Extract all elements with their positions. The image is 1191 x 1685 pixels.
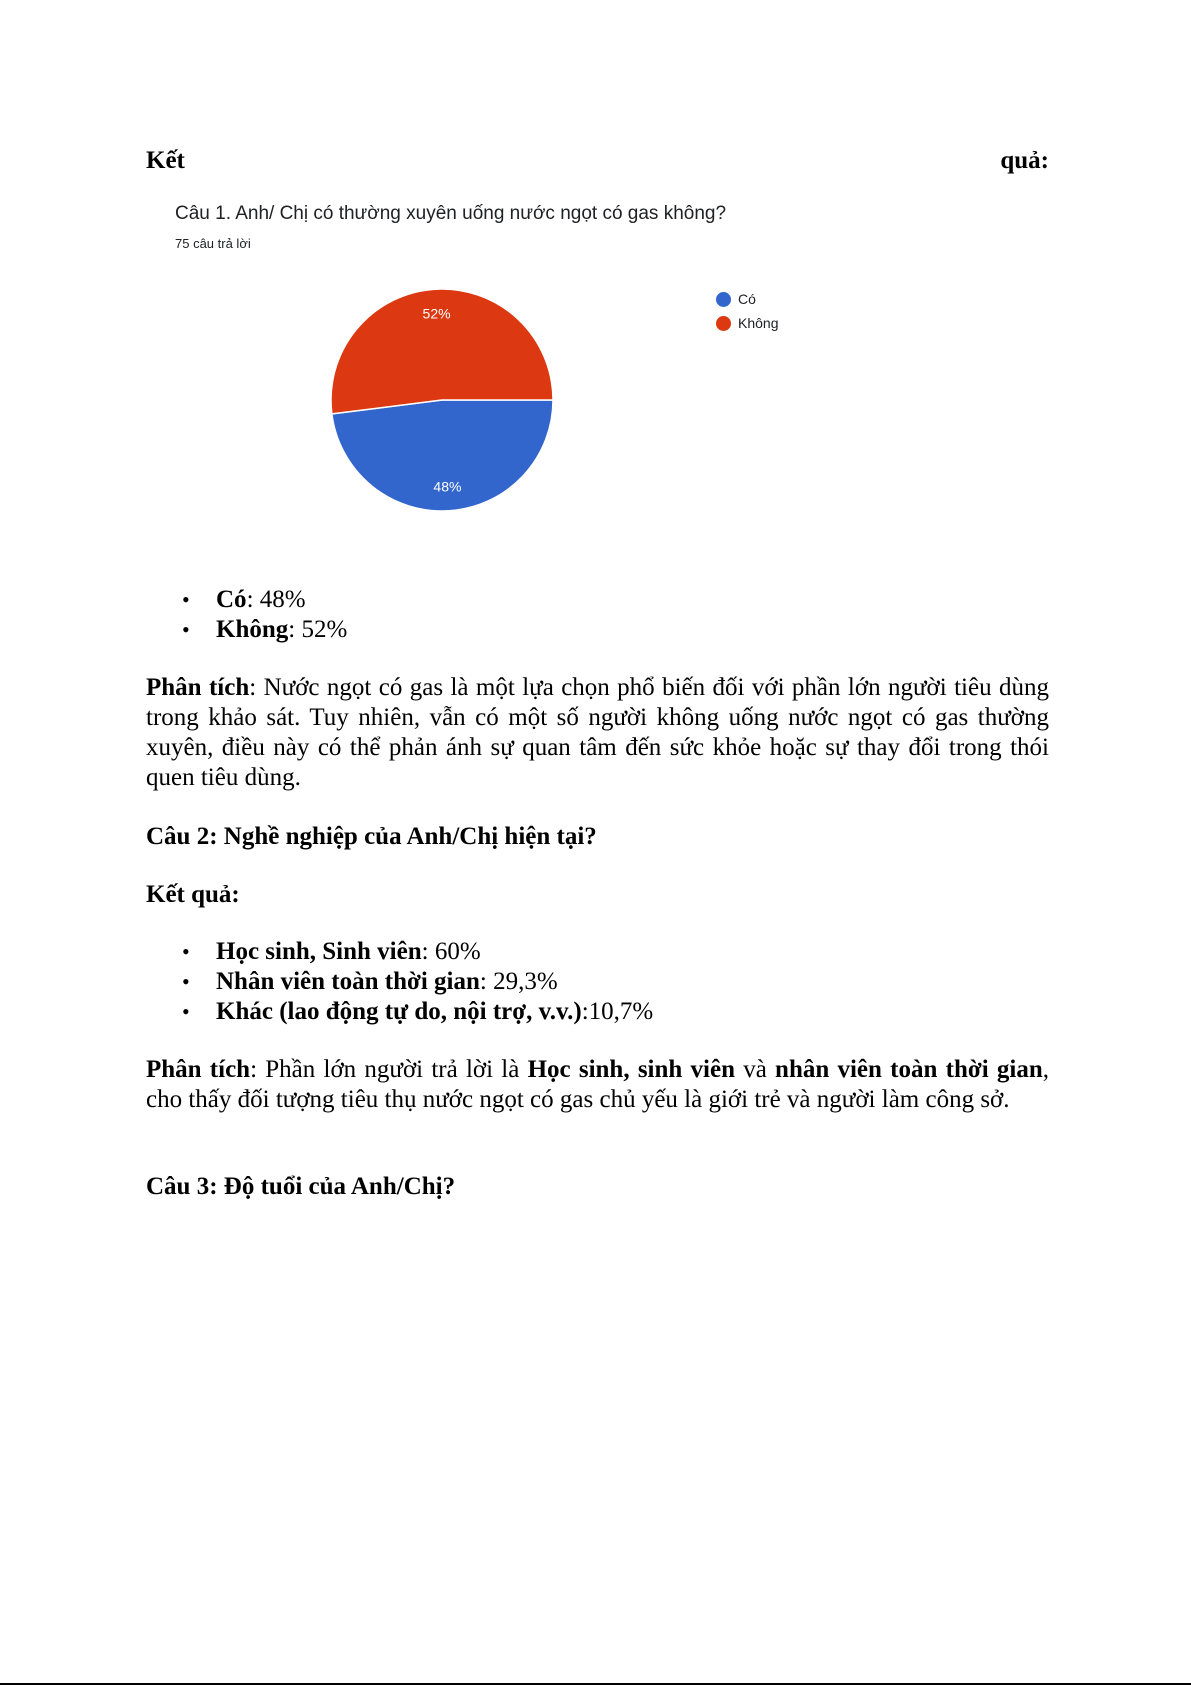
q2-analysis: Phân tích: Phần lớn người trả lời là Học sinh, sinh viên và nhân viên toàn thời gian, cho thấy đối tượng tiêu thụ nước ngọt có gas chủ yếu là giới trẻ và người làm công sở. bbox=[146, 1056, 1049, 1113]
legend-label-khong: Không bbox=[738, 315, 779, 331]
list-item: • Không: 52% bbox=[216, 615, 347, 645]
list-item: • Học sinh, Sinh viên: 60% bbox=[216, 937, 653, 967]
pie-chart bbox=[320, 270, 580, 530]
list-item: • Có: 48% bbox=[216, 585, 347, 615]
legend-label-co: Có bbox=[738, 291, 756, 307]
legend-swatch-co bbox=[716, 292, 731, 307]
q3-heading: Câu 3: Độ tuổi của Anh/Chị? bbox=[146, 1173, 456, 1200]
q2-heading: Câu 2: Nghề nghiệp của Anh/Chị hiện tại? bbox=[146, 823, 597, 850]
result-heading-right: quả: bbox=[1000, 147, 1049, 174]
q1-analysis: Phân tích: Nước ngọt có gas là một lựa chọn phổ biến đối với phần lớn người tiêu dùng trong khảo sát. Tuy nhiên, vẫn có một số người không uống nước ngọt có gas thường xuyên, điều này có thể phản ánh sự quan tâm đến sức khỏe hoặc sự thay đổi trong thói quen tiêu dùng. bbox=[146, 674, 1049, 791]
list-item: • Khác (lao động tự do, nội trợ, v.v.):10,7% bbox=[216, 997, 653, 1027]
list-item: • Nhân viên toàn thời gian: 29,3% bbox=[216, 967, 653, 997]
chart-response-count: 75 câu trả lời bbox=[175, 236, 251, 251]
q2-result-list bbox=[146, 937, 653, 1027]
chart-title: Câu 1. Anh/ Chị có thường xuyên uống nước ngọt có gas không? bbox=[175, 203, 727, 224]
q2-result-label: Kết quả: bbox=[146, 881, 240, 908]
legend-swatch-khong bbox=[716, 316, 731, 331]
q1-result-list bbox=[146, 585, 347, 645]
legend-item-khong bbox=[716, 311, 778, 335]
pie-label-co: 48% bbox=[433, 478, 462, 495]
legend-item-co bbox=[716, 287, 778, 311]
chart-legend bbox=[716, 287, 778, 335]
result-heading-row bbox=[146, 146, 1049, 176]
result-heading-left: Kết bbox=[146, 147, 185, 174]
pie-label-khong: 52% bbox=[422, 305, 451, 322]
